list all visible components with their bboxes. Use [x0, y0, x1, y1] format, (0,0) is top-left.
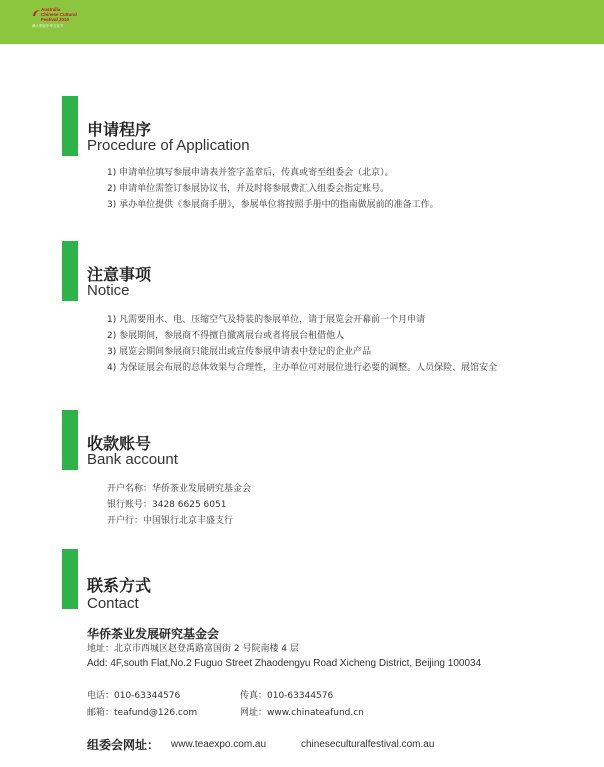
list-item: 2) 申请单位需签订参展协议书，并及时将参展费汇入组委会指定账号。	[107, 184, 390, 194]
address-en: Add: 4F,south Flat,No.2 Fuguo Street Zhaodengyu Road Xicheng District, Beijing 100034	[87, 658, 482, 669]
list-item: 1) 申请单位填写参展申请表并签字盖章后，传真或寄至组委会（北京）。	[107, 168, 394, 178]
festival-logo	[32, 6, 92, 36]
notice-section-bar	[62, 241, 78, 301]
website[interactable]: 网址：www.chinateafund.cn	[240, 708, 364, 718]
list-item: 4) 为保证展会布展的总体效果与合理性，主办单位可对展位进行必要的调整。人员保险、展馆安全	[107, 363, 498, 373]
logo-subtext: 澳大利亚中华文化节	[32, 24, 64, 28]
procedure-subtitle: Procedure of Application	[87, 137, 250, 154]
list-item: 3) 承办单位提供《参展商手册》，参展单位将按照手册中的指南做展前的准备工作。	[107, 200, 439, 210]
list-item: 3) 展览会期间参展商只能展出或宣传参展申请表中登记的企业产品	[107, 347, 372, 357]
organization-name: 华侨茶业发展研究基金会	[87, 627, 220, 641]
notice-subtitle: Notice	[87, 282, 130, 299]
email[interactable]: 邮箱：teafund@126.com	[87, 708, 198, 718]
list-item: 2) 参展期间，参展商不得擅自撤离展台或者将展台租借他人	[107, 331, 345, 341]
bank-subtitle: Bank account	[87, 451, 178, 468]
list-item: 开户名称：华侨茶业发展研究基金会	[107, 484, 252, 494]
festival-link[interactable]: chineseculturalfestival.com.au	[301, 739, 435, 750]
notice-list	[87, 312, 517, 376]
list-item: 1) 凡需要用水、电、压缩空气及特装的参展单位，请于展览会开幕前一个月申请	[107, 315, 426, 325]
procedure-title: 申请程序	[87, 120, 152, 139]
header-bar	[0, 0, 604, 44]
address-cn: 地址：北京市西城区赵登禹路富国街 2 号院南楼 4 层	[87, 644, 299, 654]
contact-title: 联系方式	[87, 576, 152, 595]
bank-title: 收款账号	[87, 434, 152, 453]
logo-text: Australia Chinese Cultural Festival 2010	[41, 7, 77, 23]
contact-subtitle: Contact	[87, 595, 139, 612]
fax: 传真：010-63344576	[240, 691, 334, 701]
procedure-list	[87, 165, 517, 213]
contact-section-bar	[62, 549, 78, 609]
list-item: 开户行：中国银行北京丰盛支行	[107, 516, 234, 526]
bank-section-bar	[62, 410, 78, 470]
teaexpo-link[interactable]: www.teaexpo.com.au	[171, 739, 267, 750]
phone: 电话：010-63344576	[87, 691, 181, 701]
procedure-section-bar	[62, 96, 78, 156]
list-item: 银行账号：3428 6625 6051	[107, 500, 227, 510]
bank-list	[87, 481, 517, 529]
notice-title: 注意事项	[87, 265, 152, 284]
footer-label: 组委会网址：	[87, 738, 160, 752]
